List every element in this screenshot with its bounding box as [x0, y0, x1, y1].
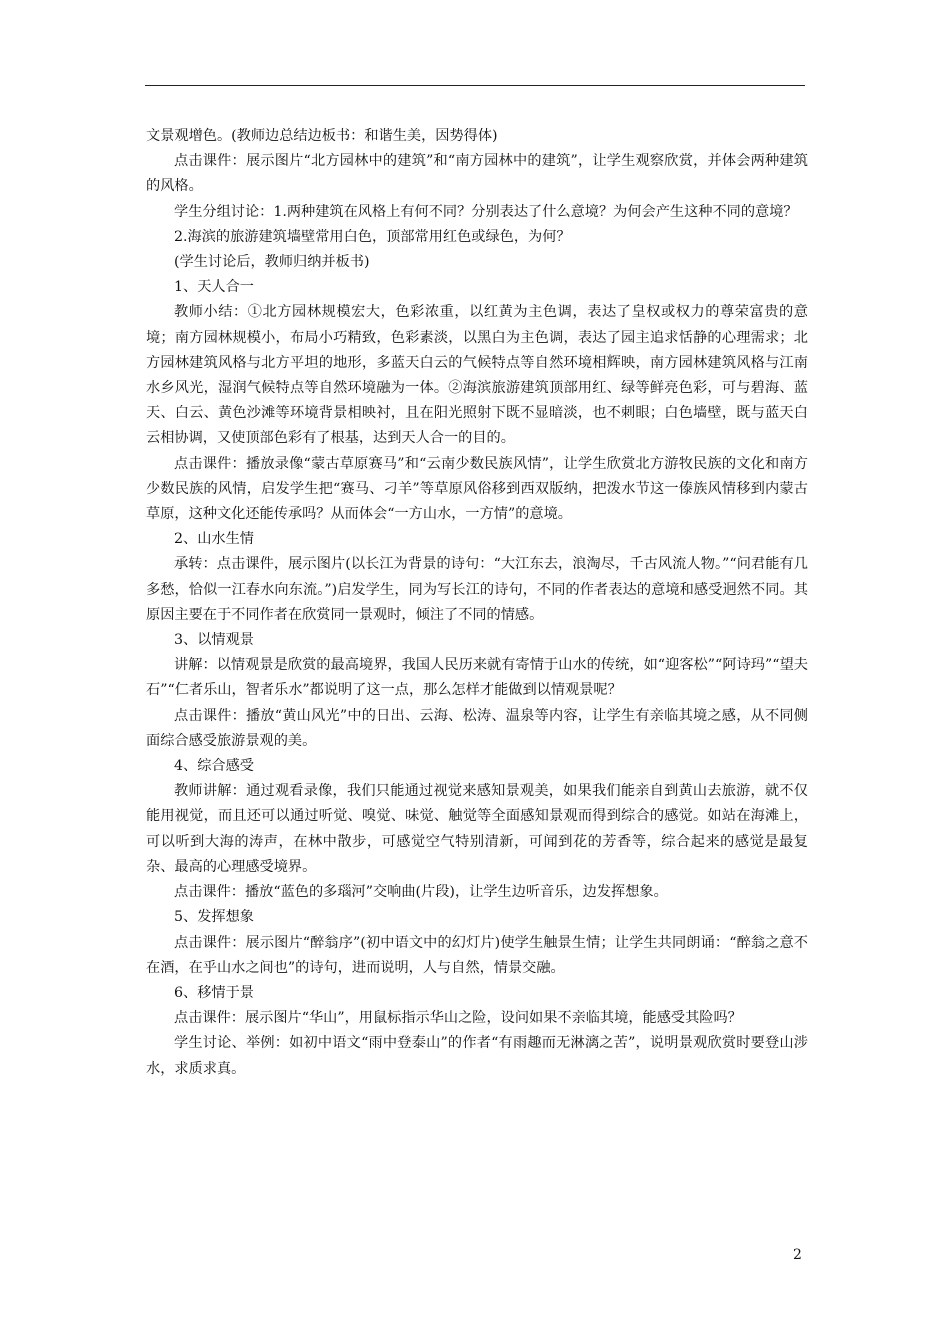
paragraph: 5、发挥想象 [174, 909, 254, 926]
page-number: 2 [793, 1247, 802, 1263]
paragraph: 教师小结：①北方园林规模宏大，色彩浓重，以红黄为主色调，表达了皇权或权力的尊荣富贵的意境；南方园林规模小，布局小巧精致，色彩素淡，以黑白为主色调，表达了园主追求恬静的心理需求；北方园林建筑风格与北方平坦的地形，多蓝天白云的气候特点等自然环境相辉映，南方园林建筑风格与江南水乡风光，湿润气候特点等自然环境融为一体。②海滨旅游建筑顶部用红、绿等鲜亮色彩，可与碧海、蓝天、白云、黄色沙滩等环境背景相映衬，且在阳光照射下既不显暗淡，也不刺眼；白色墙壁，既与蓝天白云相协调，又使顶部色彩有了根基，达到天人合一的目的。 [146, 304, 808, 447]
paragraph: 讲解：以情观景是欣赏的最高境界，我国人民历来就有寄情于山水的传统，如“迎客松”“阿诗玛”“望夫石”“仁者乐山，智者乐水”都说明了这一点，那么怎样才能做到以情观景呢？ [146, 657, 808, 699]
paragraph: 4、综合感受 [174, 758, 254, 775]
paragraph: 2、山水生情 [174, 531, 254, 548]
paragraph: 学生讨论、举例：如初中语文“雨中登泰山”的作者“有雨趣而无淋漓之苦”，说明景观欣赏时要登山涉水，求质求真。 [146, 1035, 808, 1077]
paragraph: 点击课件：展示图片“华山”，用鼠标指示华山之险，设问如果不亲临其境，能感受其险吗？ [174, 1010, 742, 1027]
paragraph: 文景观增色。(教师边总结边板书：和谐生美，因势得体) [146, 128, 498, 144]
paragraph: 点击课件：展示图片“醉翁序”(初中语文中的幻灯片)使学生触景生情；让学生共同朗诵：“醉翁之意不在酒，在乎山水之间也”的诗句，进而说明，人与自然，情景交融。 [146, 934, 808, 976]
paragraph: 点击课件：播放“黄山风光”中的日出、云海、松涛、温泉等内容，让学生有亲临其境之感，从不同侧面综合感受旅游景观的美。 [146, 707, 808, 749]
paragraph: 学生分组讨论：1.两种建筑在风格上有何不同？分别表达了什么意境？为何会产生这种不同的意境？ [174, 203, 798, 220]
paragraph: 点击课件：展示图片“北方园林中的建筑”和“南方园林中的建筑”，让学生观察欣赏，并体会两种建筑的风格。 [146, 153, 808, 195]
paragraph: 点击课件：播放“蓝色的多瑙河”交响曲(片段)，让学生边听音乐，边发挥想象。 [174, 884, 668, 901]
paragraph: 3、以情观景 [174, 632, 254, 649]
paragraph: 教师讲解：通过观看录像，我们只能通过视觉来感知景观美，如果我们能亲自到黄山去旅游，就不仅能用视觉，而且还可以通过听觉、嗅觉、味觉、触觉等全面感知景观而得到综合的感觉。如站在海滩上，可以听到大海的涛声，在林中散步，可感觉空气特别清新，可闻到花的芳香等，综合起来的感觉是最复杂、最高的心理感受境界。 [146, 783, 808, 875]
paragraph: 6、移情于景 [174, 984, 254, 1001]
document-body [146, 124, 808, 1082]
paragraph: 点击课件：播放录像“蒙古草原赛马”和“云南少数民族风情”，让学生欣赏北方游牧民族的文化和南方少数民族的风情，启发学生把“赛马、刁羊”等草原风俗移到西双版纳，把泼水节这一傣族风情移到内蒙古草原，这种文化还能传承吗？从而体会“一方山水，一方情”的意境。 [146, 455, 808, 523]
header-rule [145, 85, 805, 86]
paragraph: 2.海滨的旅游建筑墙壁常用白色，顶部常用红色或绿色，为何？ [174, 228, 571, 245]
paragraph: (学生讨论后，教师归纳并板书) [174, 254, 370, 271]
paragraph: 1、天人合一 [174, 279, 254, 296]
paragraph: 承转：点击课件，展示图片(以长江为背景的诗句：“大江东去，浪淘尽，千古风流人物。”“问君能有几多愁，恰似一江春水向东流。”)启发学生，同为写长江的诗句，不同的作者表达的意境和感受迥然不同。其原因主要在于不同作者在欣赏同一景观时，倾注了不同的情感。 [146, 556, 808, 623]
